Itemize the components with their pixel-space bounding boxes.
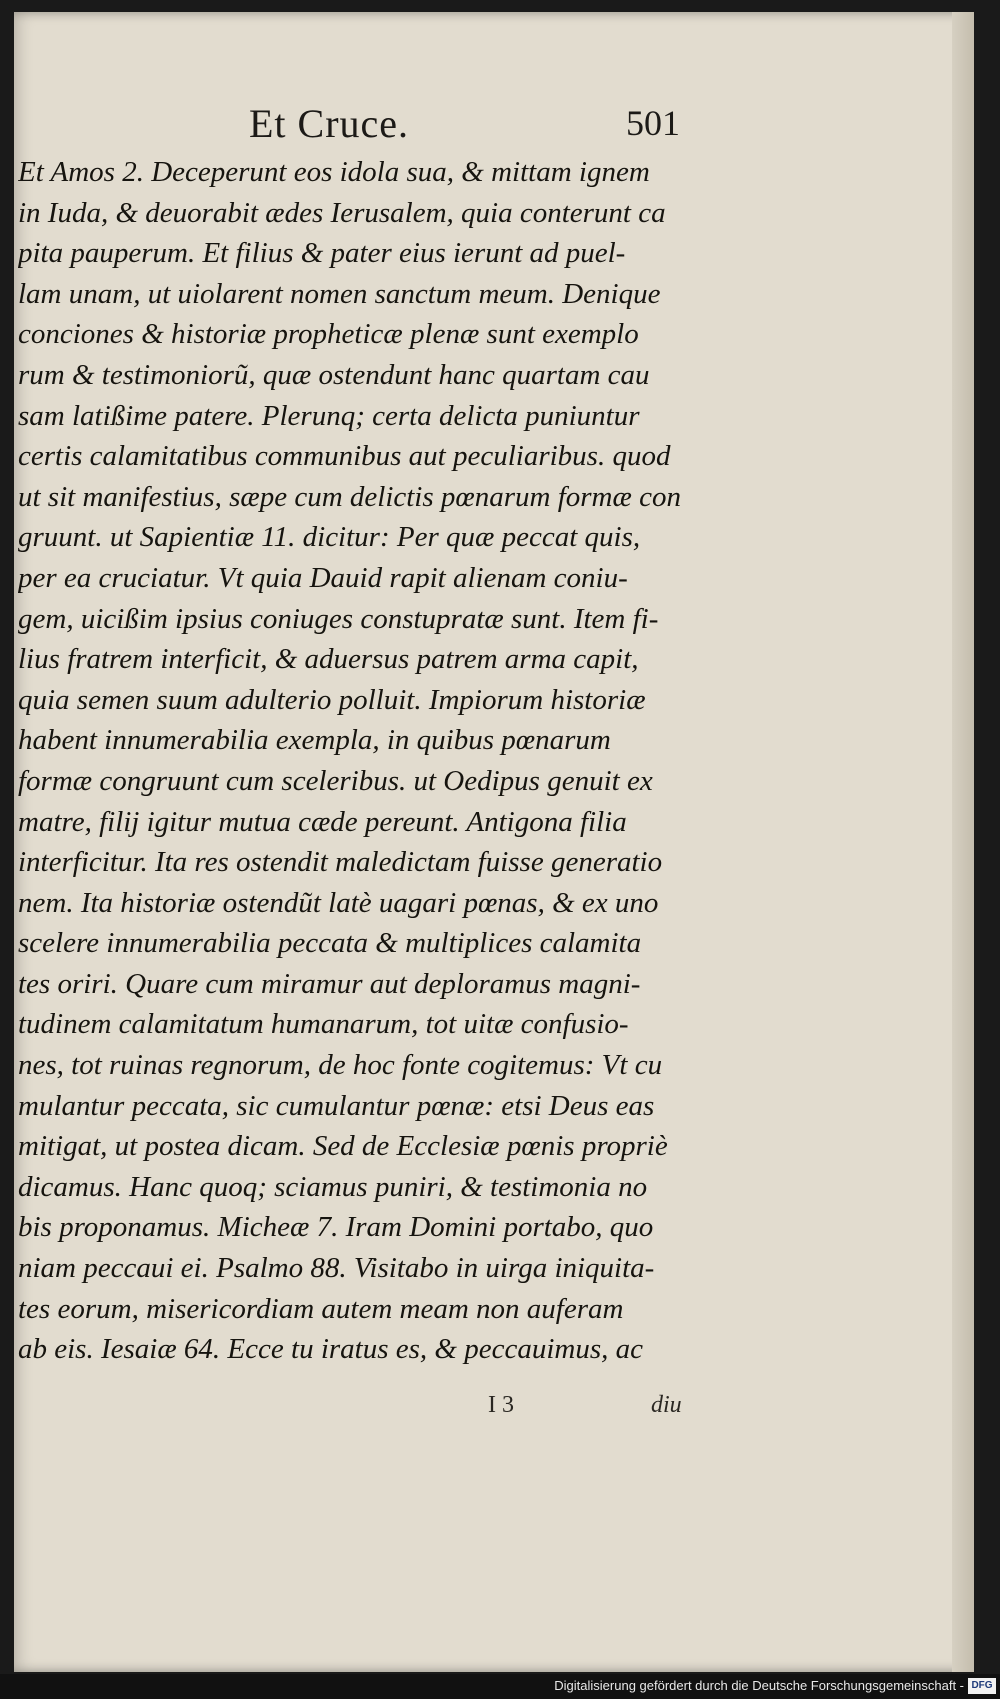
body-text (18, 152, 708, 1370)
text-line: gem, uicißim ipsius coniuges constupratæ sunt. Item fi- (18, 602, 659, 635)
text-line: ab eis. Iesaiæ 64. Ecce tu iratus es, & peccauimus, ac (18, 1333, 643, 1366)
text-line: bis proponamus. Micheæ 7. Iram Domini portabo, quo (18, 1211, 654, 1244)
text-line: per ea cruciatur. Vt quia Dauid rapit alienam coniu- (18, 561, 628, 594)
running-title: Et Cruce. (249, 101, 410, 146)
text-line: habent innumerabilia exempla, in quibus pœnarum (18, 724, 611, 757)
text-line: Et Amos 2. Deceperunt eos idola sua, & mittam ignem (18, 156, 650, 188)
page-number: 501 (626, 103, 680, 143)
text-line: lius fratrem interficit, & aduersus patrem arma capit, (18, 643, 639, 676)
text-line: rum & testimoniorũ, quæ ostendunt hanc quartam cau (18, 358, 650, 391)
text-line: certis calamitatibus communibus aut peculiaribus. quod (18, 440, 671, 473)
text-line: tes eorum, misericordiam autem meam non auferam (18, 1292, 624, 1325)
text-line: mulantur peccata, sic cumulantur pœnæ: etsi Deus eas (18, 1089, 655, 1122)
text-line: pita pauperum. Et filius & pater eius ierunt ad puel- (18, 237, 626, 270)
page-foot (14, 1392, 974, 1432)
catchword: diu (651, 1392, 682, 1418)
text-line: conciones & historiæ propheticæ plenæ sunt exemplo (18, 318, 639, 351)
text-line: lam unam, ut uiolarent nomen sanctum meum. Denique (18, 277, 661, 310)
text-line: gruunt. ut Sapientiæ 11. dicitur: Per quæ peccat quis, (18, 521, 641, 554)
text-line: nes, tot ruinas regnorum, de hoc fonte cogitemus: Vt cu (18, 1049, 663, 1082)
book-page (14, 12, 974, 1672)
text-line: ut sit manifestius, sæpe cum delictis pœnarum formæ con (18, 480, 681, 513)
text-line: mitigat, ut postea dicam. Sed de Ecclesiæ pœnis propriè (18, 1130, 668, 1163)
text-line: scelere innumerabilia peccata & multiplices calamita (18, 927, 642, 960)
text-line: quia semen suum adulterio polluit. Impiorum historiæ (18, 683, 646, 716)
text-line: sam latißime patere. Plerunq; certa delicta puniuntur (18, 399, 640, 432)
text-line: interficitur. Ita res ostendit maledictam fuisse generatio (18, 846, 663, 879)
footer-bar (0, 1674, 1000, 1699)
text-line: niam peccaui ei. Psalmo 88. Visitabo in uirga iniquita- (18, 1252, 655, 1285)
page-header (14, 100, 974, 150)
text-line: formæ congruunt cum sceleribus. ut Oedipus genuit ex (18, 764, 653, 797)
text-line: dicamus. Hanc quoq; sciamus puniri, & testimonia no (18, 1170, 648, 1203)
text-line: nem. Ita historiæ ostendũt latè uagari pœnas, & ex uno (18, 886, 659, 919)
text-line: in Iuda, & deuorabit ædes Ierusalem, quia conterunt ca (18, 196, 666, 229)
signature-mark: I 3 (488, 1392, 514, 1418)
dfg-logo: DFG (968, 1678, 996, 1694)
text-line: tes oriri. Quare cum miramur aut deploramus magni- (18, 967, 641, 1000)
funding-credit: Digitalisierung gefördert durch die Deutsche Forschungsgemeinschaft - (554, 1678, 964, 1693)
text-line: matre, filij igitur mutua cæde pereunt. Antigona filia (18, 805, 627, 838)
text-line: tudinem calamitatum humanarum, tot uitæ confusio- (18, 1008, 629, 1041)
